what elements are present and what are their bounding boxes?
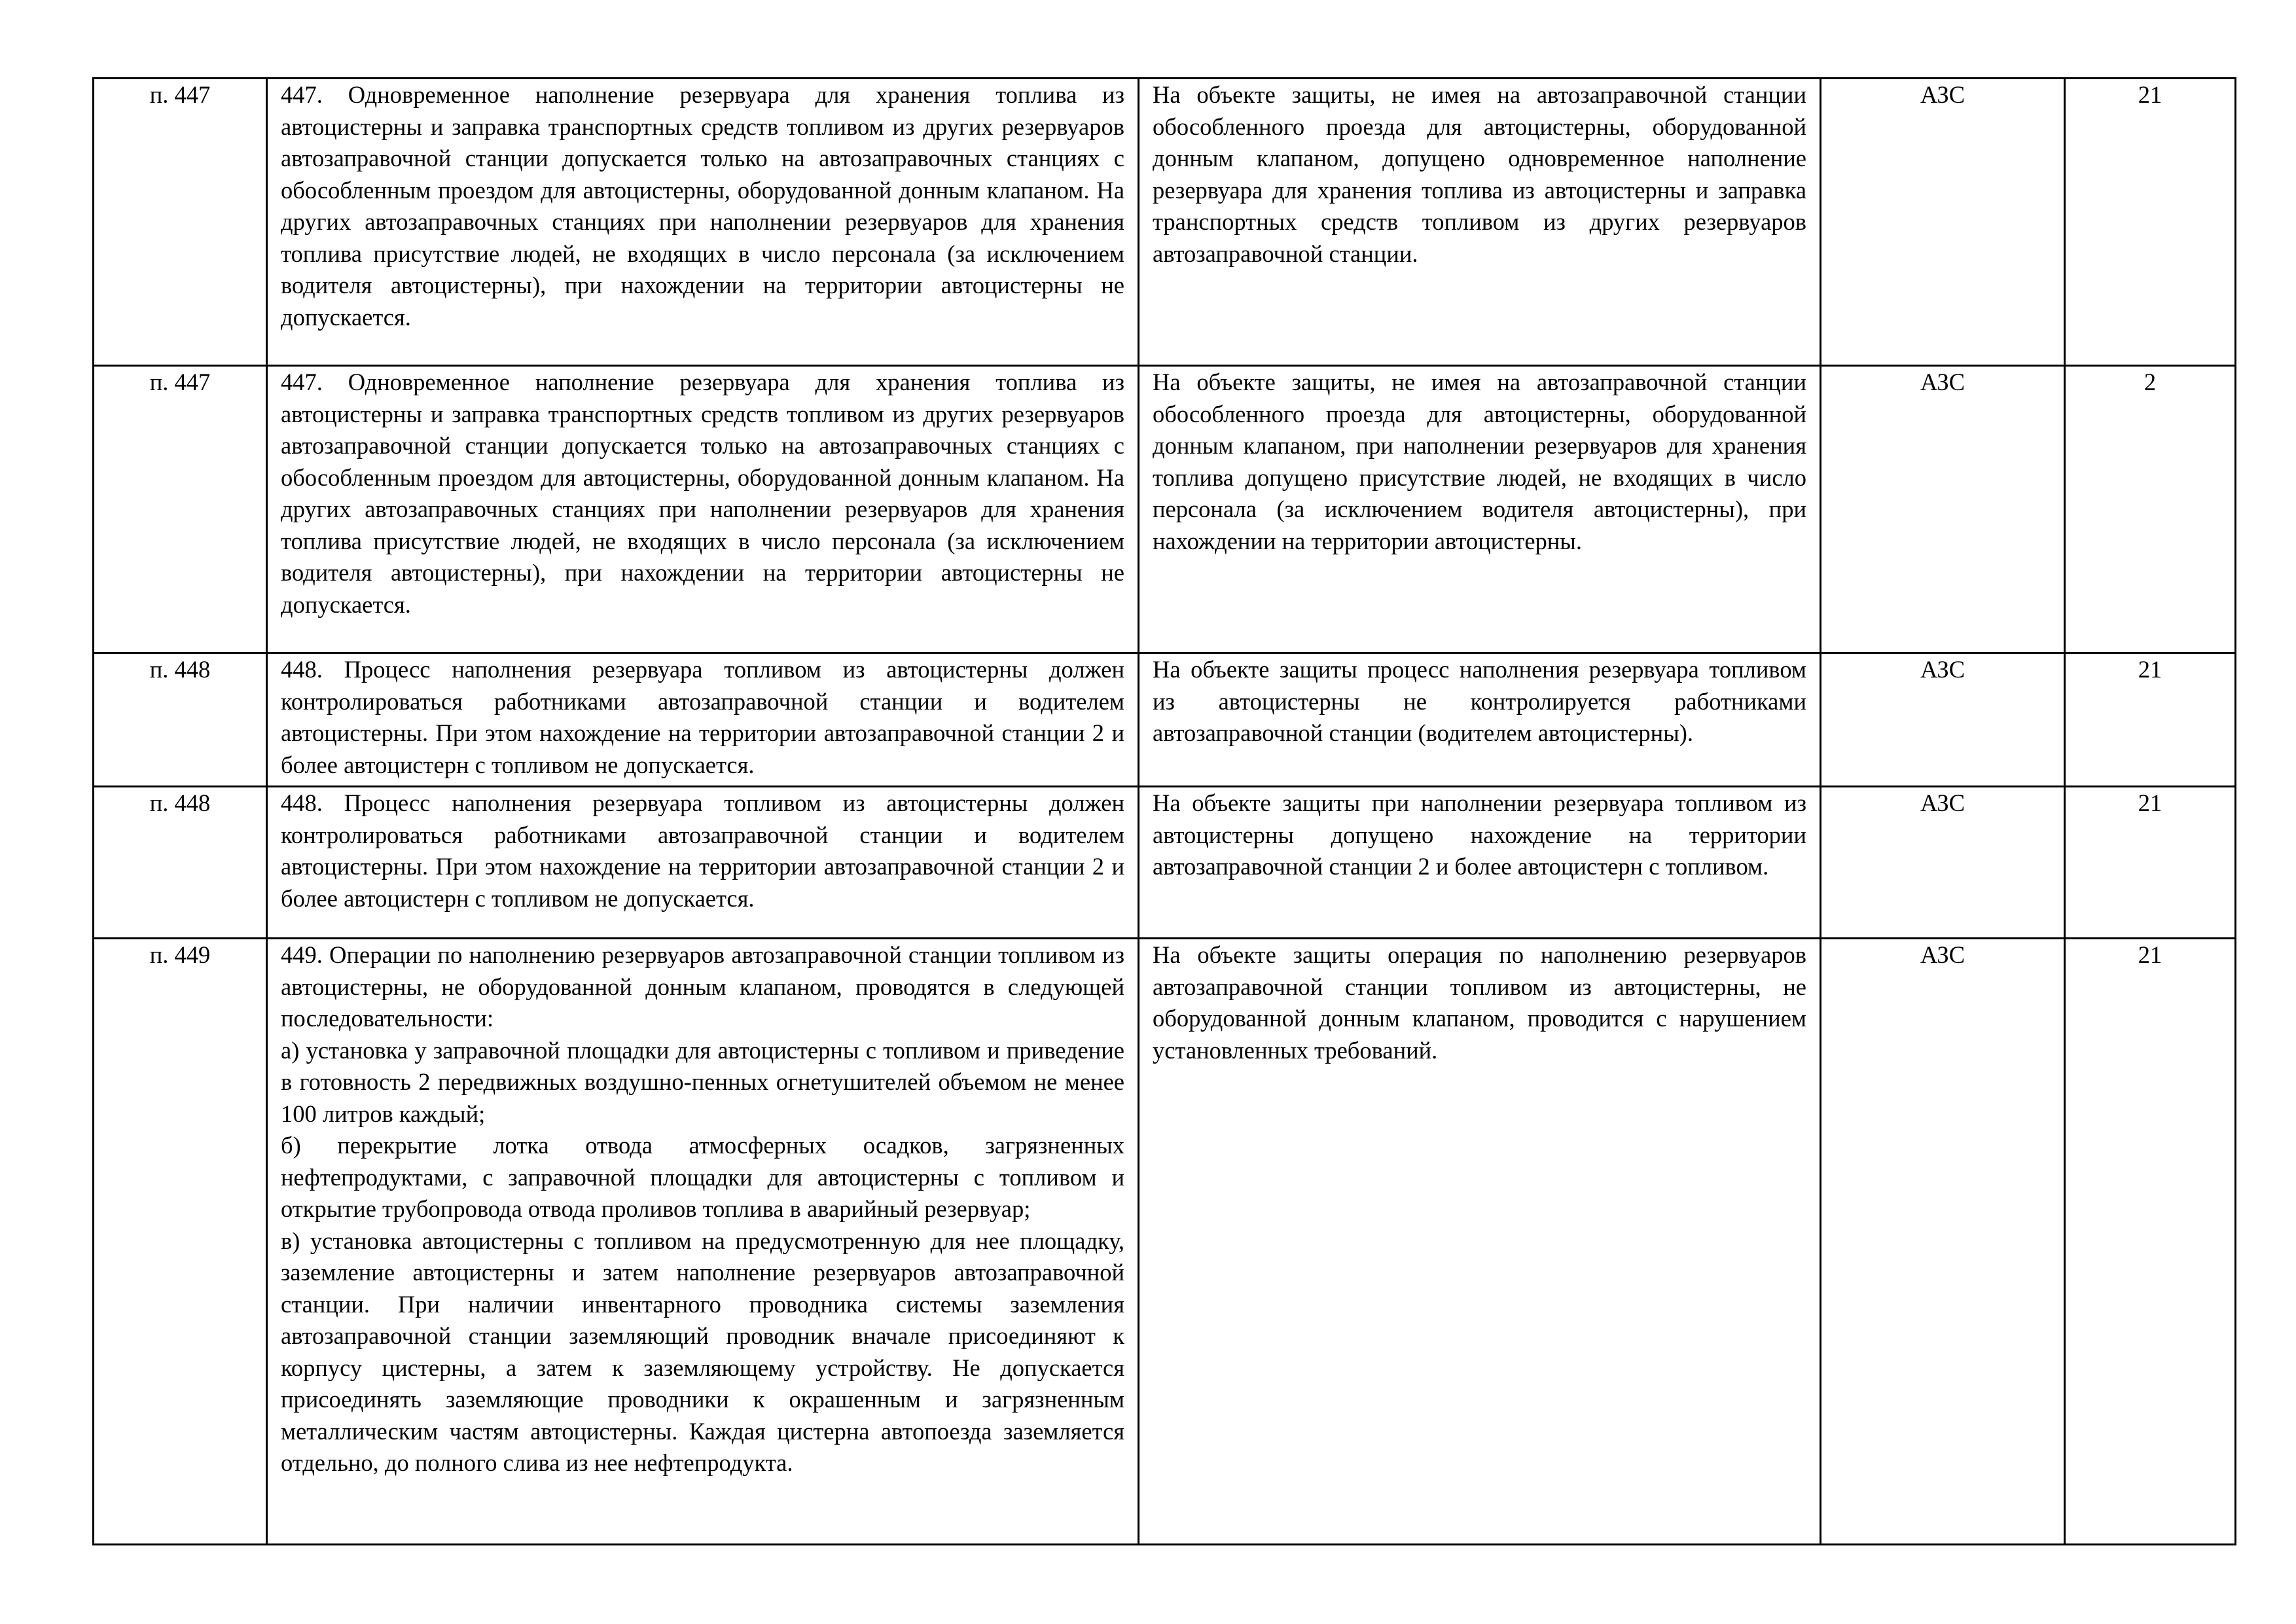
requirement-cell bbox=[267, 787, 1139, 939]
violation-cell: На объекте защиты, не имея на автозаправочной станции обособленного проезда для автоцистерны, оборудованной донным клапаном, при наполнении резервуаров для хранения топлива допущено присутствие людей, не входящих в число персонала (за исключением водителя автоцистерны), при нахождении на территории автоцистерны. bbox=[1139, 366, 1821, 653]
table-row bbox=[94, 653, 2236, 787]
violation-cell: На объекте защиты, не имея на автозаправочной станции обособленного проезда для автоцистерны, оборудованной донным клапаном, допущено одновременное наполнение резервуара для хранения топлива из автоцистерны и заправка транспортных средств топливом из других резервуаров автозаправочной станции. bbox=[1139, 79, 1821, 366]
requirement-item-c: в) установка автоцистерны с топливом на предусмотренную для нее площадку, заземление автоцистерны и затем наполнение резервуаров автозаправочной станции. При наличии инвентарного проводника системы заземления автозаправочной станции заземляющий проводник вначале присоединяют к корпусу цистерны, а затем к заземляющему устройству. Не допускается присоединять заземляющие проводники к окрашенным и загрязненным металлическим частям автоцистерны. Каждая цистерна автопоезда заземляется отдельно, до полного слива из нее нефтепродукта. bbox=[281, 1227, 1124, 1476]
requirement-cell bbox=[267, 653, 1139, 787]
requirement-cell bbox=[267, 939, 1139, 1545]
object-cell: АЗС bbox=[1821, 653, 2065, 787]
table-row bbox=[94, 787, 2236, 939]
clause-ref-cell: п. 449 bbox=[94, 939, 267, 1545]
requirement-text: 447. Одновременное наполнение резервуара для хранения топлива из автоцистерны и заправка транспортных средств топливом из других резервуаров автозаправочной станции допускается только на автозаправочных станциях с обособленным проездом для автоцистерны, оборудованной донным клапаном. На других автозаправочных станциях при наполнении резервуаров для хранения топлива присутствие людей, не входящих в число персонала (за исключением водителя автоцистерны), при нахождении на территории автоцистерны не допускается. bbox=[281, 81, 1124, 331]
code-cell: 21 bbox=[2065, 653, 2236, 787]
table-row bbox=[94, 939, 2236, 1545]
code-cell: 21 bbox=[2065, 79, 2236, 366]
table-row bbox=[94, 366, 2236, 653]
code-cell: 21 bbox=[2065, 787, 2236, 939]
clause-ref-cell: п. 448 bbox=[94, 653, 267, 787]
object-cell: АЗС bbox=[1821, 366, 2065, 653]
requirement-intro: 449. Операции по наполнению резервуаров автозаправочной станции топливом из автоцистерны, не оборудованной донным клапаном, проводятся в следующей последовательности: bbox=[281, 941, 1124, 1032]
requirement-text: 448. Процесс наполнения резервуара топливом из автоцистерны должен контролироваться работниками автозаправочной станции и водителем автоцистерны. При этом нахождение на территории автозаправочной станции 2 и более автоцистерн с топливом не допускается. bbox=[281, 656, 1124, 778]
requirement-item-b: б) перекрытие лотка отвода атмосферных осадков, загрязненных нефтепродуктами, с заправочной площадки для автоцистерны с топливом и открытие трубопровода отвода проливов топлива в аварийный резервуар; bbox=[281, 1132, 1124, 1222]
clause-ref-cell: п. 447 bbox=[94, 79, 267, 366]
code-cell: 21 bbox=[2065, 939, 2236, 1545]
object-cell: АЗС bbox=[1821, 939, 2065, 1545]
violation-cell: На объекте защиты при наполнении резервуара топливом из автоцистерны допущено нахождение на территории автозаправочной станции 2 и более автоцистерн с топливом. bbox=[1139, 787, 1821, 939]
requirement-cell bbox=[267, 366, 1139, 653]
violation-cell: На объекте защиты операция по наполнению резервуаров автозаправочной станции топливом из автоцистерны, не оборудованной донным клапаном, проводится с нарушением установленных требований. bbox=[1139, 939, 1821, 1545]
requirement-text: 447. Одновременное наполнение резервуара для хранения топлива из автоцистерны и заправка транспортных средств топливом из других резервуаров автозаправочной станции допускается только на автозаправочных станциях с обособленным проездом для автоцистерны, оборудованной донным клапаном. На других автозаправочных станциях при наполнении резервуаров для хранения топлива присутствие людей, не входящих в число персонала (за исключением водителя автоцистерны), при нахождении на территории автоцистерны не допускается. bbox=[281, 369, 1124, 618]
requirement-text: 448. Процесс наполнения резервуара топливом из автоцистерны должен контролироваться работниками автозаправочной станции и водителем автоцистерны. При этом нахождение на территории автозаправочной станции 2 и более автоцистерн с топливом не допускается. bbox=[281, 789, 1124, 912]
clause-ref-cell: п. 447 bbox=[94, 366, 267, 653]
clause-ref-cell: п. 448 bbox=[94, 787, 267, 939]
requirement-cell bbox=[267, 79, 1139, 366]
violation-cell: На объекте защиты процесс наполнения резервуара топливом из автоцистерны не контролируется работниками автозаправочной станции (водителем автоцистерны). bbox=[1139, 653, 1821, 787]
code-cell: 2 bbox=[2065, 366, 2236, 653]
regulation-table bbox=[92, 77, 2236, 1545]
requirement-item-a: а) установка у заправочной площадки для автоцистерны с топливом и приведение в готовность 2 передвижных воздушно-пенных огнетушителей объемом не менее 100 литров каждый; bbox=[281, 1036, 1124, 1127]
object-cell: АЗС bbox=[1821, 787, 2065, 939]
table-row bbox=[94, 79, 2236, 366]
document-page bbox=[92, 77, 2234, 1545]
object-cell: АЗС bbox=[1821, 79, 2065, 366]
